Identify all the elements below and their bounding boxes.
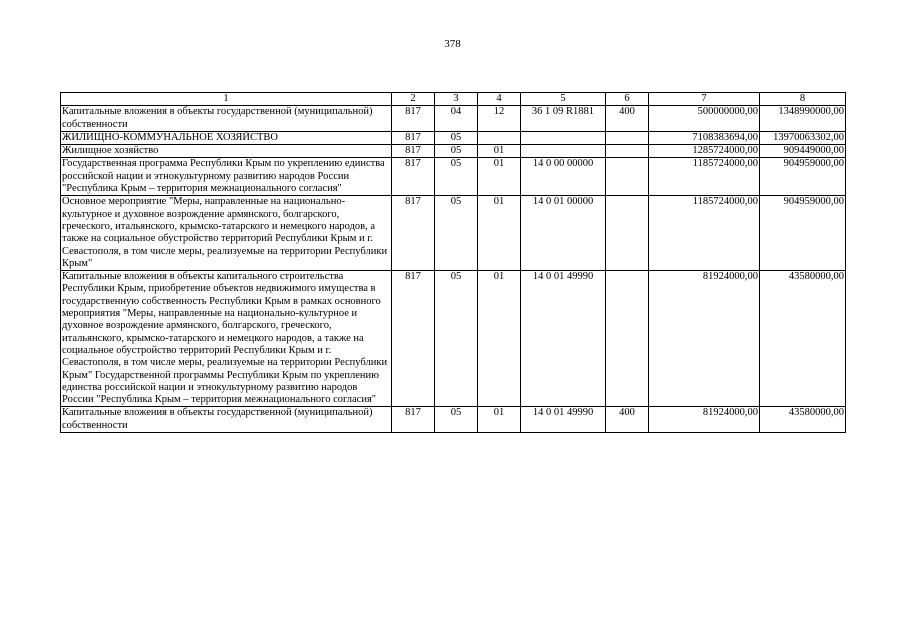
table-row	[61, 196, 846, 271]
row-target-article	[521, 145, 606, 158]
header-row	[61, 93, 846, 106]
row-amount-col7: 81924000,00	[649, 407, 760, 433]
row-amount-col8: 904959000,00	[760, 196, 846, 271]
row-expense-type	[606, 131, 649, 144]
row-ministry-code: 817	[392, 131, 435, 144]
row-section-code: 05	[435, 196, 478, 271]
row-amount-col8: 1348990000,00	[760, 106, 846, 132]
row-subsection-code: 01	[478, 158, 521, 196]
row-ministry-code: 817	[392, 196, 435, 271]
row-target-article: 14 0 01 00000	[521, 196, 606, 271]
row-target-article: 14 0 01 49990	[521, 407, 606, 433]
row-subsection-code: 01	[478, 407, 521, 433]
row-amount-col8: 904959000,00	[760, 158, 846, 196]
row-section-code: 05	[435, 145, 478, 158]
column-header: 6	[606, 93, 649, 106]
row-ministry-code: 817	[392, 145, 435, 158]
row-expense-type: 400	[606, 407, 649, 433]
row-target-article	[521, 131, 606, 144]
row-amount-col7: 81924000,00	[649, 271, 760, 407]
row-name: Основное мероприятие "Меры, направленные на национально-культурное и духовное возрождение армянского, болгарского, греческого, итальянского, крымско-татарского и немецкого народов, а также на социальное обустройство территорий Республики Крым и г. Севастополя, в том числе меры, реализуемые на территории Республики Крым"	[61, 196, 392, 271]
row-name: Государственная программа Республики Крым по укреплению единства российской нации и этнокультурному развитию народов России "Республика Крым – территория межнационального согласия"	[61, 158, 392, 196]
row-section-code: 05	[435, 407, 478, 433]
column-header: 4	[478, 93, 521, 106]
row-subsection-code: 01	[478, 145, 521, 158]
table-row	[61, 131, 846, 144]
row-expense-type	[606, 271, 649, 407]
row-section-code: 05	[435, 271, 478, 407]
row-ministry-code: 817	[392, 158, 435, 196]
row-amount-col8: 909449000,00	[760, 145, 846, 158]
row-amount-col8: 43580000,00	[760, 407, 846, 433]
row-ministry-code: 817	[392, 407, 435, 433]
row-target-article: 36 1 09 R1881	[521, 106, 606, 132]
row-section-code: 05	[435, 131, 478, 144]
row-expense-type	[606, 145, 649, 158]
column-header: 5	[521, 93, 606, 106]
row-amount-col8: 43580000,00	[760, 271, 846, 407]
row-amount-col8: 13970063302,00	[760, 131, 846, 144]
row-name: Капитальные вложения в объекты государственной (муниципальной) собственности	[61, 106, 392, 132]
budget-table	[60, 92, 846, 433]
row-subsection-code	[478, 131, 521, 144]
row-name: Капитальные вложения в объекты государственной (муниципальной) собственности	[61, 407, 392, 433]
row-section-code: 05	[435, 158, 478, 196]
table-row	[61, 158, 846, 196]
row-name: ЖИЛИЩНО-КОММУНАЛЬНОЕ ХОЗЯЙСТВО	[61, 131, 392, 144]
row-expense-type: 400	[606, 106, 649, 132]
table-row	[61, 145, 846, 158]
row-amount-col7: 1285724000,00	[649, 145, 760, 158]
table-row	[61, 407, 846, 433]
page-number: 378	[444, 38, 461, 50]
row-subsection-code: 01	[478, 196, 521, 271]
row-ministry-code: 817	[392, 106, 435, 132]
table-row	[61, 271, 846, 407]
column-header: 7	[649, 93, 760, 106]
table-row	[61, 106, 846, 132]
row-target-article: 14 0 01 49990	[521, 271, 606, 407]
row-expense-type	[606, 158, 649, 196]
column-header: 8	[760, 93, 846, 106]
row-amount-col7: 1185724000,00	[649, 196, 760, 271]
row-name: Капитальные вложения в объекты капитального строительства Республики Крым, приобретение объектов недвижимого имущества в государственную собственность Республики Крым в рамках основного мероприятия "Меры, направленные на национально-культурное и духовное возрождение армянского, болгарского, греческого, итальянского, крымско-татарского и немецкого народов, а также на социальное обустройство территорий Республики Крым и г. Севастополя, в том числе меры, реализуемые на территории Республики Крым" Государственной программы Республики Крым по укреплению единства российской нации и этнокультурному развитию народов России "Республика Крым – территория межнационального согласия"	[61, 271, 392, 407]
row-section-code: 04	[435, 106, 478, 132]
row-amount-col7: 500000000,00	[649, 106, 760, 132]
row-amount-col7: 7108383694,00	[649, 131, 760, 144]
row-subsection-code: 12	[478, 106, 521, 132]
row-expense-type	[606, 196, 649, 271]
row-amount-col7: 1185724000,00	[649, 158, 760, 196]
row-subsection-code: 01	[478, 271, 521, 407]
row-target-article: 14 0 00 00000	[521, 158, 606, 196]
column-header: 1	[61, 93, 392, 106]
row-name: Жилищное хозяйство	[61, 145, 392, 158]
column-header: 3	[435, 93, 478, 106]
column-header: 2	[392, 93, 435, 106]
row-ministry-code: 817	[392, 271, 435, 407]
